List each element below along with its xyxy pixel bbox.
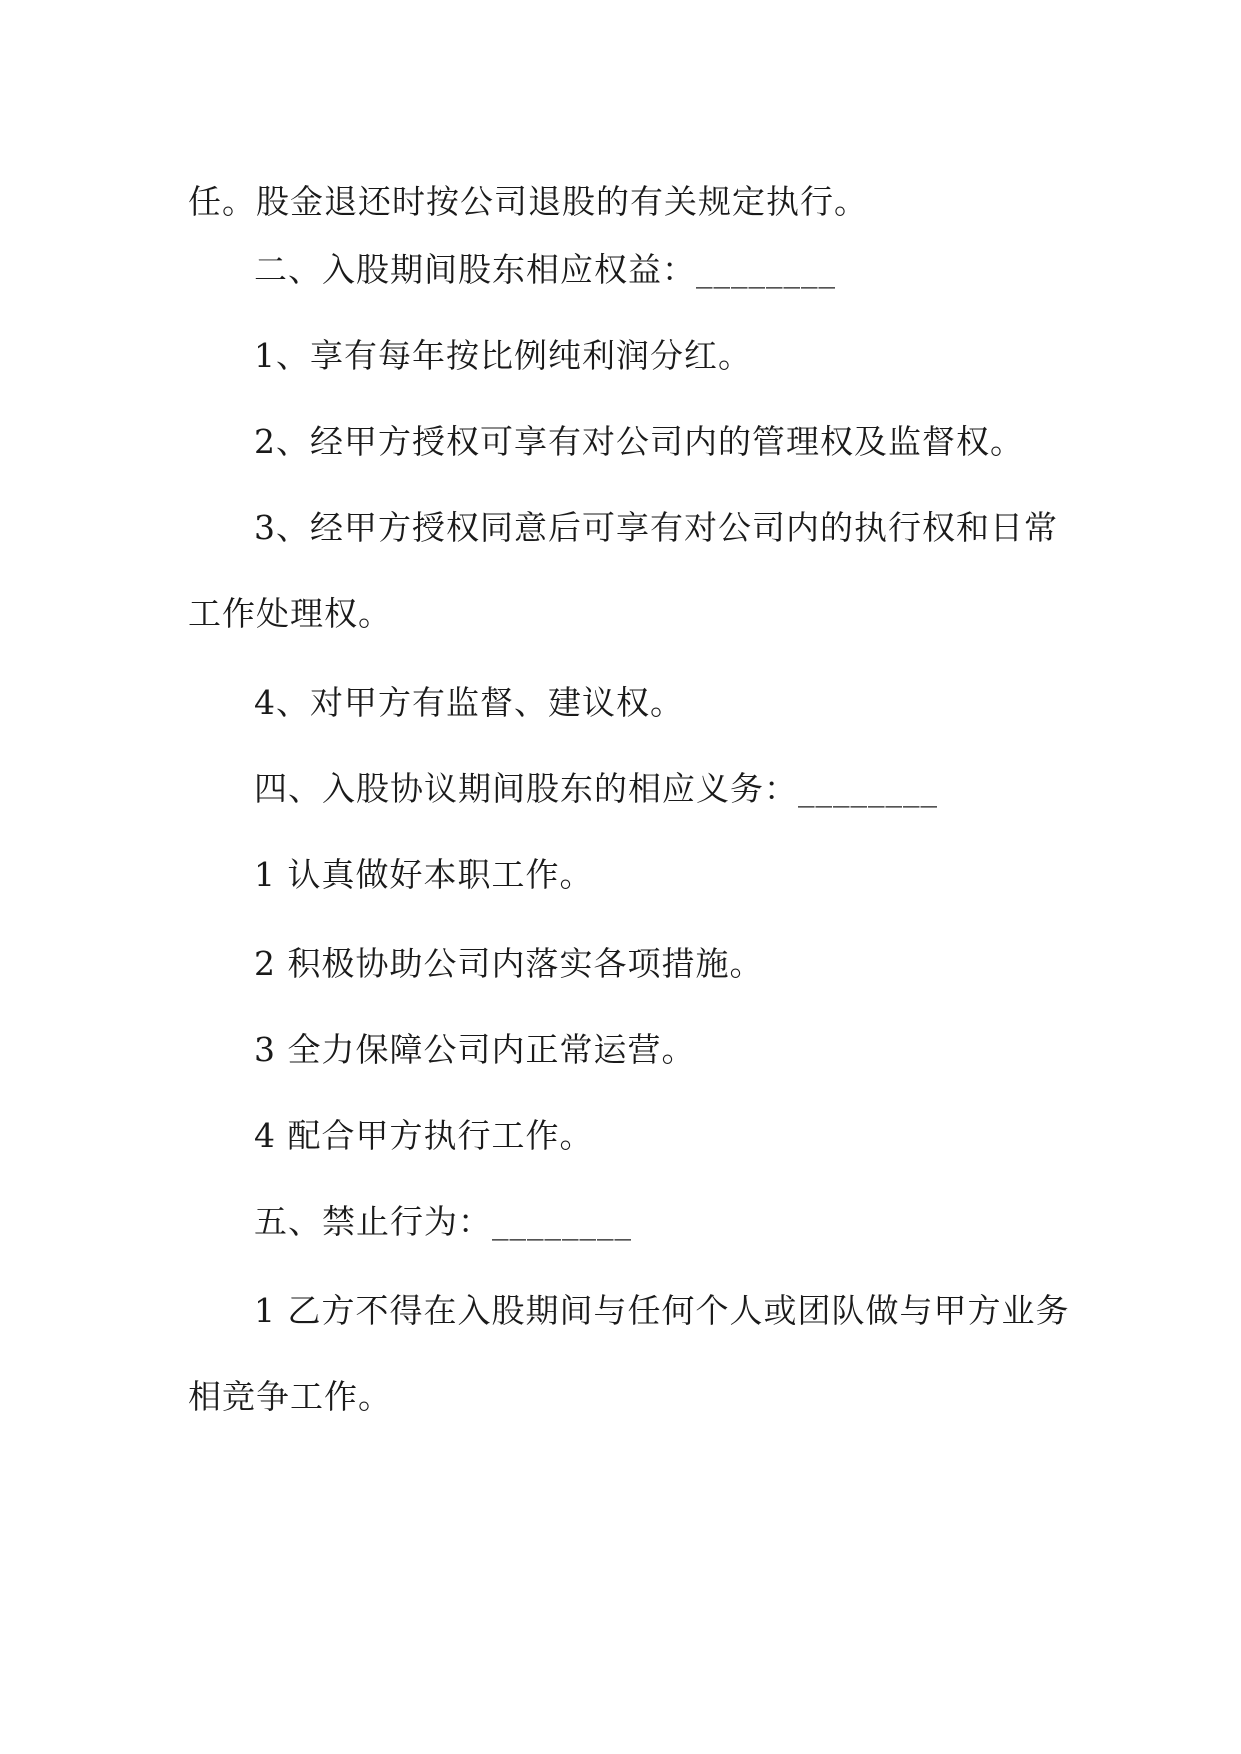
paragraph-line: 任。股金退还时按公司退股的有关规定执行。 xyxy=(188,182,868,221)
section-heading-obligations: 四、入股协议期间股东的相应义务：________ xyxy=(254,769,938,808)
list-item: 1 乙方不得在入股期间与任何个人或团队做与甲方业务 xyxy=(254,1291,1070,1330)
section-heading-prohibited: 五、禁止行为：________ xyxy=(254,1202,632,1241)
list-item: 1、享有每年按比例纯利润分红。 xyxy=(254,336,752,375)
list-item: 4、对甲方有监督、建议权。 xyxy=(254,683,684,722)
list-item: 4 配合甲方执行工作。 xyxy=(254,1116,594,1155)
paragraph-line: 相竞争工作。 xyxy=(188,1377,392,1416)
list-item: 3 全力保障公司内正常运营。 xyxy=(254,1030,696,1069)
list-item: 3、经甲方授权同意后可享有对公司内的执行权和日常 xyxy=(254,508,1058,547)
list-item: 2 积极协助公司内落实各项措施。 xyxy=(254,944,764,983)
section-heading-rights: 二、入股期间股东相应权益：________ xyxy=(254,250,836,289)
list-item: 1 认真做好本职工作。 xyxy=(254,855,594,894)
paragraph-line: 工作处理权。 xyxy=(188,594,392,633)
list-item: 2、经甲方授权可享有对公司内的管理权及监督权。 xyxy=(254,422,1024,461)
